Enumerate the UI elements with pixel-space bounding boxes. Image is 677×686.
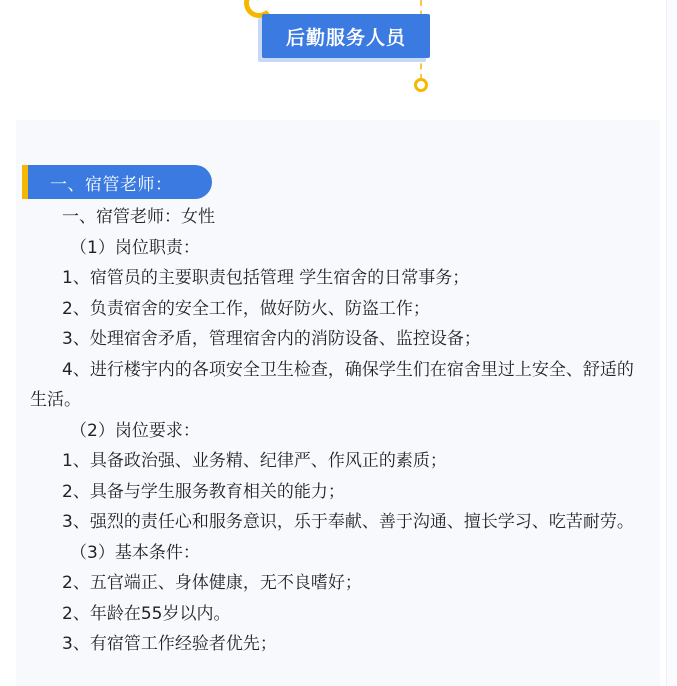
section-heading-accent-bar: [22, 165, 28, 199]
section-heading: [28, 165, 212, 199]
paragraph-line: （3）基本条件：: [70, 542, 200, 563]
decorative-ring-icon: [414, 78, 428, 92]
paragraph-line: 1、宿管员的主要职责包括管理 学生宿舍的日常事务；: [62, 268, 470, 288]
paragraph-line: 2、具备与学生服务教育相关的能力；: [62, 481, 345, 502]
paragraph-line: 一、宿管老师：女性: [62, 207, 215, 227]
paragraph-line: 4、进行楼宇内的各项安全卫生检查，确保学生们在宿舍里过上安全、舒适的生活。: [30, 359, 634, 410]
page-title: 后勤服务人员: [285, 26, 406, 49]
paragraph-line: 2、年龄在55岁以内。: [62, 603, 231, 624]
paragraph-line: 2、负责宿舍的安全工作，做好防火、防盗工作；: [62, 298, 430, 319]
article-body: [30, 202, 650, 660]
paragraph-line: 1、具备政治强、业务精、纪律严、作风正的素质；: [62, 451, 447, 471]
paragraph-line: （2）岗位要求：: [70, 420, 200, 441]
paragraph-line: 3、有宿管工作经验者优先；: [62, 634, 277, 654]
paragraph-line: 3、强烈的责任心和服务意识，乐于奉献、善于沟通、擅长学习、吃苦耐劳。: [62, 512, 634, 532]
right-edge-decoration: [666, 0, 677, 686]
paragraph-line: （1）岗位职责：: [70, 237, 200, 258]
title-badge: [262, 14, 430, 58]
paragraph-line: 3、处理宿舍矛盾，管理宿舍内的消防设备、监控设备；: [62, 329, 481, 349]
section-heading-label: 一、宿管老师：: [50, 174, 173, 195]
header-area: [0, 0, 677, 118]
paragraph-line: 2、五官端正、身体健康，无不良嗜好；: [62, 573, 362, 593]
